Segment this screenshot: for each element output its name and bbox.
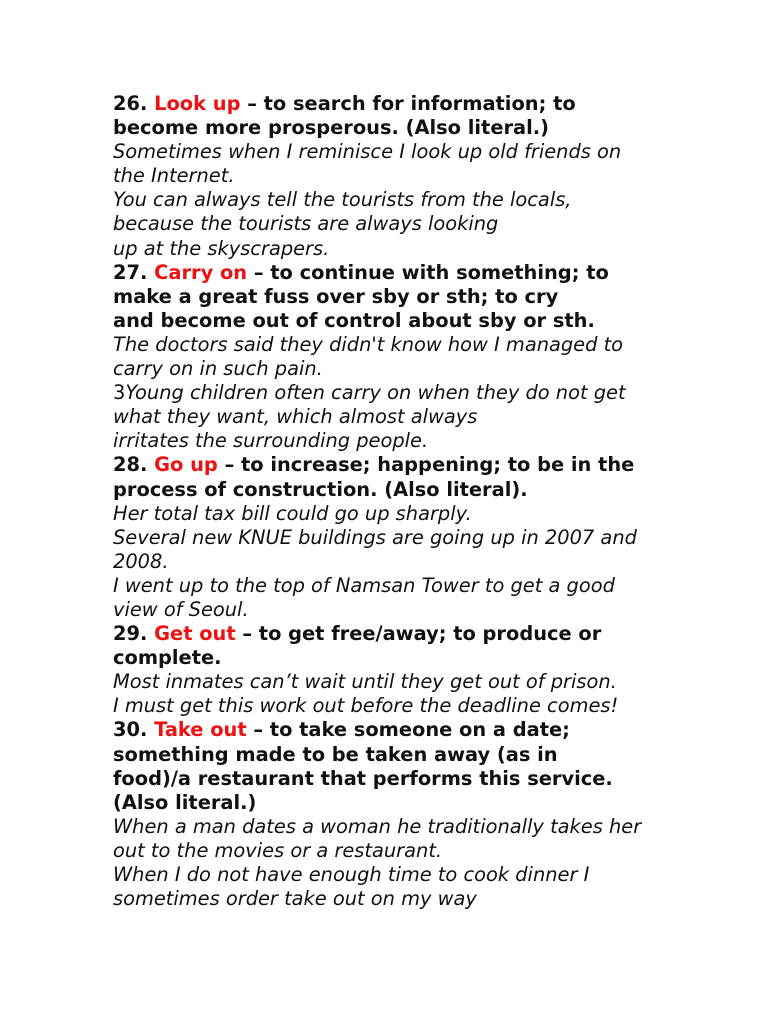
- entry-heading: [113, 261, 763, 285]
- example-line: what they want, which almost always: [113, 405, 478, 429]
- example-line: I went up to the top of Namsan Tower to get a good: [113, 573, 615, 597]
- example-line: Her total tax bill could go up sharply.: [113, 501, 472, 525]
- entry-heading: [113, 622, 763, 646]
- definition-line: (Also literal.): [113, 790, 257, 814]
- example-line: up at the skyscrapers.: [113, 236, 330, 260]
- entry-30: [113, 718, 763, 911]
- example-line: The doctors said they didn't know how I managed to: [113, 332, 624, 356]
- phrasal-verb: Go up: [154, 453, 218, 477]
- definition-line: and become out of control about sby or sth.: [113, 308, 595, 332]
- example-line: When I do not have enough time to cook dinner I: [113, 863, 590, 886]
- example-line: [113, 381, 763, 405]
- example-line: When a man dates a woman he traditionally takes her: [113, 814, 642, 838]
- definition-line: something made to be taken away (as in: [113, 742, 558, 766]
- definition-line: food)/a restaurant that performs this service.: [113, 766, 613, 790]
- definition-line: – to take someone on a date;: [246, 718, 570, 742]
- entry-number: 29.: [113, 622, 148, 646]
- document-page: [113, 92, 763, 911]
- definition-line: make a great fuss over sby or sth; to cry: [113, 284, 559, 308]
- example-text: Young children often carry on when they do not get: [125, 381, 626, 405]
- example-line: Most inmates can’t wait until they get out of prison.: [113, 670, 617, 694]
- example-line: carry on in such pain.: [113, 357, 323, 381]
- phrasal-verb: Carry on: [154, 260, 248, 284]
- example-line: irritates the surrounding people.: [113, 429, 429, 453]
- example-line: Several new KNUE buildings are going up in 2007 and: [113, 525, 637, 549]
- entry-heading: [113, 92, 763, 116]
- definition-line: – to get free/away; to produce or: [235, 622, 602, 646]
- entry-29: [113, 622, 763, 718]
- example-line: the Internet.: [113, 164, 235, 188]
- example-line: sometimes order take out on my way: [113, 887, 477, 911]
- definition-line: – to continue with something; to: [247, 260, 609, 284]
- definition-line: – to search for information; to: [240, 92, 576, 115]
- entry-28: [113, 453, 763, 622]
- phrasal-verb: Take out: [154, 718, 247, 742]
- example-line: Sometimes when I reminisce I look up old friends on: [113, 140, 622, 164]
- entry-number: 30.: [113, 718, 148, 742]
- example-line: I must get this work out before the deadline comes!: [113, 694, 619, 718]
- stray-prefix: 3: [113, 381, 126, 405]
- example-line: 2008.: [113, 549, 169, 573]
- entry-number: 27.: [113, 260, 148, 284]
- definition-line: complete.: [113, 646, 222, 670]
- entry-heading: [113, 453, 763, 477]
- example-line: out to the movies or a restaurant.: [113, 838, 443, 862]
- phrasal-verb: Look up: [154, 92, 241, 115]
- example-line: view of Seoul.: [113, 597, 249, 621]
- example-line: because the tourists are always looking: [113, 212, 499, 236]
- entry-heading: [113, 718, 763, 742]
- definition-line: process of construction. (Also literal).: [113, 477, 528, 501]
- entry-27: [113, 261, 763, 454]
- definition-line: – to increase; happening; to be in the: [217, 453, 635, 477]
- entry-number: 26.: [113, 92, 148, 115]
- definition-line: become more prosperous. (Also literal.): [113, 116, 549, 140]
- example-line: You can always tell the tourists from the locals,: [113, 188, 572, 212]
- phrasal-verb: Get out: [154, 622, 236, 646]
- entry-number: 28.: [113, 453, 148, 477]
- entry-26: [113, 92, 763, 261]
